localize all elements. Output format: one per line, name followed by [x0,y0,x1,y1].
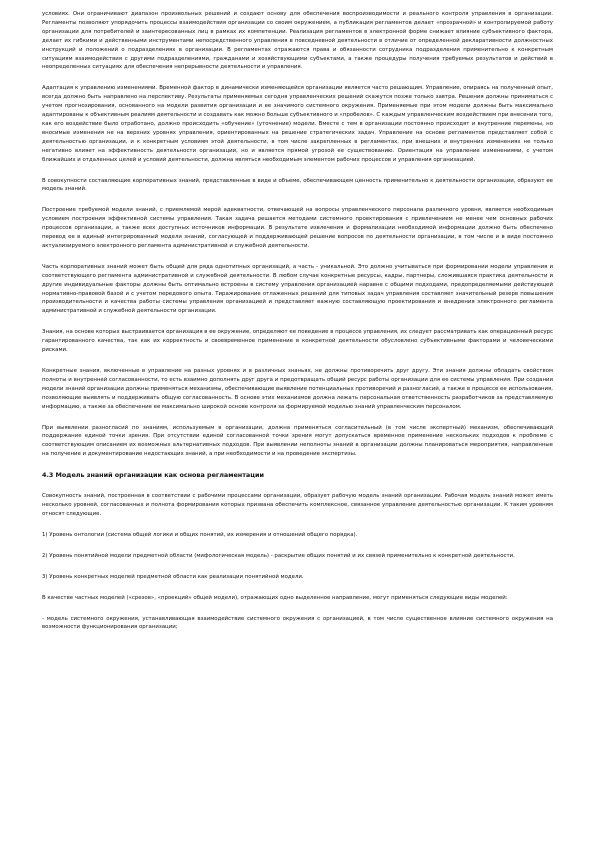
paragraph-disagreements: При выявлении разногласий по знаниям, используемым в организации, должна применяться согласительный (в том числе экспертный) механизм, обеспечивающий поддержание единой точки зрения. При отсутствии единой согласованной точки зрения могут допускаться временное применение нескольких подходов к проблеме с соответствующим описанием их возможных альтернативных подходов. При выявлении неполноты знаний в организации должны планироваться мероприятия, направленные на получение и документирование недостающих знаний, а при необходимости и на проведение экспертизы. [42,424,553,458]
section-heading: 4.3 Модель знаний организации как основа регламентации [42,471,264,480]
paragraph-consistency: Конкретные знания, включенные в управление на разных уровнях и в различных знаньях, не должны противоречить друг другу. Эти знания должны обладать свойством полноты и внутренней согласованности, то есть взаимно дополнять друг друга и предотвращать общий ресурс работы организации для ее системы управления. При создании модели знаний организации должны применяться механизмы, обеспечивающие выявление потенциальных противоречий и разногласий, а также в процессе ее использования, позволяющие выявлять и поддерживать общую согласованность. В основе этих механизмов должна лежать персональная ответственность разработчиков за представляемую информацию, а также за обеспечение ее максимально широкой основе контроля за формируемой моделью знаний управленческим персоналом. [42,368,553,410]
paragraph-working-model: Совокупность знаний, построенная в соответствии с рабочими процессами организации, образует рабочую модель знаний организации. Рабочая модель знаний может иметь несколько уровней, согласованных и полнота формирования которых призвана обеспечить комплексное, связанное управление деятельностью организации. К таким уровням относят следующие. [42,493,553,517]
paragraph-knowledge-resource: Знания, на основе которых выстраивается организация в ее окружение, определяют ее поведение в процессе управления, их следует рассматривать как операционный ресурс гарантированного качества, так как их корректность и своевременное применение в конкретной деятельности обусловлено субъективными факторами и человеческими рисками. [42,329,553,354]
list-item-concept-model-level: 2) Уровень понятийной модели предметной области (мифологическая модель) - раскрытие общих понятий и их связей применительно к конкретной деятельности. [42,552,515,559]
paragraph-partial-models: В качестве частных моделей («срезов», «проекций» общей модели), отражающих одно выделенное направление, могут применяться следующие виды моделей: [42,594,508,601]
list-item-environment-model: - модель системного окружения, устанавливающая взаимодействие системного окружения с организацией, в том числе существенное влияние системного окружения на возможности функционирования организации; [42,615,553,631]
paragraph-common-unique-knowledge: Часть корпоративных знаний может быть общей для ряда однотипных организаций, а часть - уникальной. Это должно учитываться при формировании модели управления и соответствующего регламента административной и служебной деятельности. В любом случае конкретные ресурсы, кадры, партнеры, сложившаяся практика деятельности и другие индивидуальные факторы должны быть оптимально встроены в систему управления организацией наравне с общими подходами, предопределяемыми действующей нормативно-правовой базой и с учетом передового опыта. Тиражирование отлаженных решений для типовых задач управления составляет значительный резерв повышения производительности и качества работы системы управления организацией и представляет важную составляющую проектирования и внедрения электронного регламента административной и служебной деятельности организации. [42,263,553,315]
list-item-concrete-models-level: 3) Уровень конкретных моделей предметной области как реализации понятийной модели. [42,573,304,580]
paragraph-knowledge-model-definition: В совокупности составляющие корпоративных знаний, представленные в виде и объеме, обеспечивающем ценность применительно к деятельности организации, образуют ее модель знаний. [42,177,553,193]
paragraph-model-construction: Построение требуемой модели знаний, с приемлемой мерой адекватности, отвечающей на вопросы управленческого персонала различного уровня, является необходимым условием построения эффективной системы управления. Такая задача решается методами системного проектирования с привлечением не менее чем основных рабочих процессов организации, а также всех доступных источников информации. В результате извлечения и формализации необходимой информации должно быть обеспечено перевод ее в единый интегрированный модели знаний, согласующей и поддерживающей решение вопросов по деятельности организации, в том числе и в виде постоянно актуализируемого электронного регламента административной и служебной деятельности. [42,207,553,249]
list-item-ontology-level: 1) Уровень онтологии (система общей логики и общих понятий, их измерения и отношений общего порядка). [42,531,358,538]
paragraph-regulations-visibility: условиях. Они ограничивают диапазон произвольных решений и создают основу для обеспечения воспроизводимости и реального контроля управления в организации. Регламенты позволяют упорядочить процессы взаимодействия организации со своим окружением, а публикация регламентов делает «прозрачной» и контролируемой работу организации для потребителей и заинтересованных лиц в рамках их компетенции. Реализация регламентов в электронной форме снижает влияние субъективного фактора, делает их гибкими и действенными инструментами непосредственного управления в повседневной деятельности в отличие от определенной декларативности должностных инструкций и положений о подразделениях в организации. В регламентах отражаются права и обязанности сотрудника подразделения применительно к конкретным ситуациям взаимодействия с другими подразделениями, гражданами и хозяйствующими субъектами, а также процедуры получения требуемых результатов и действий в неопределенных ситуациях для обеспечения непрерывности деятельности и управления. [42,11,553,71]
paragraph-change-management: Адаптация к управлению изменениями. Временной фактор в динамически изменяющейся организации является часто решающим. Управление, опираясь на полученный опыт, всегда должно быть направлено на перспективу. Результаты применяемых сегодня управленческих решений скажутся позже только завтра. Решения должны приниматься с учетом прогнозирования, основанного на модели развития организации и ее значимого системного окружения. Применяемые при этом модели должны быть максимально адаптированы к объективным реалиям деятельности и создавать как можно больше субъективного и «пробелов». С каждым управленческим воздействием при внесении того, как его воздействие было отработано, должно происходить «обучение» (уточнение) модели. Вместе с тем в организации постоянно происходят и внутренние перемены, но вносимые изменения не на верхних уровнях управления, ориентированных на решение стратегических задач. Управление на основе регламентов представляет собой с деятельностью организации, и к конкретным условиям этой деятельности, в том числе закрепленных в регламентах, при внешних и внутренних изменениях не только негативно влияет на эффективность деятельности организации, но и является прямой угрозой ее существованию. Ориентация на управление изменениями, с учетом ближайших и отдаленных целей и условий деятельности, должна являться необходимым элементом рабочих процессов и управления организацией. [42,85,553,163]
